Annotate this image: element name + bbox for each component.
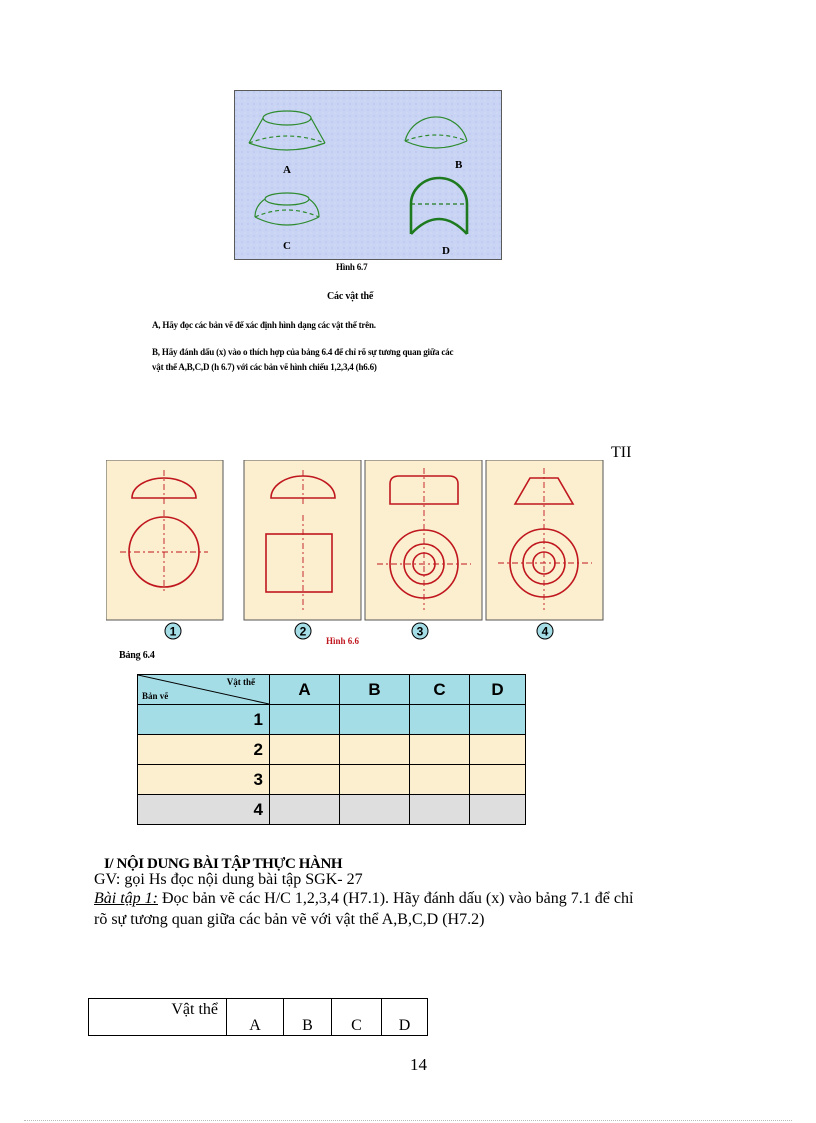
gv-line: GV: gọi Hs đọc nội dung bài tập SGK- 27 — [94, 871, 363, 888]
table-7-1-header: Vật thể — [89, 999, 227, 1036]
cell-1-c[interactable] — [410, 705, 470, 735]
number-4: 4 — [541, 624, 549, 639]
table-7-1 — [88, 998, 428, 1036]
exercise-text: Đọc bản vẽ các H/C 1,2,3,4 (H7.1). Hãy đánh dấu (x) vào bảng 7.1 để chỉ — [158, 890, 634, 907]
cell-2-d[interactable] — [470, 735, 526, 765]
label-c: C — [283, 240, 291, 252]
row-label-3: 3 — [138, 765, 270, 795]
table-row — [138, 735, 526, 765]
figure-6-7-caption: Hình 6.7 — [336, 262, 368, 272]
cell-2-b[interactable] — [340, 735, 410, 765]
exercise-paragraph — [94, 890, 744, 908]
view-panel-4 — [486, 460, 603, 620]
table-7-1-col-d: D — [382, 999, 428, 1036]
number-1: 1 — [169, 624, 177, 639]
table-7-1-col-a: A — [227, 999, 284, 1036]
cell-4-c[interactable] — [410, 795, 470, 825]
table-7-1-col-b: B — [284, 999, 332, 1036]
cell-4-d[interactable] — [470, 795, 526, 825]
page-footer-divider — [24, 1120, 792, 1121]
table-row — [138, 765, 526, 795]
number-3: 3 — [416, 624, 424, 639]
cell-1-b[interactable] — [340, 705, 410, 735]
column-header-c: C — [410, 675, 470, 705]
corner-top-label: Vật thể — [226, 677, 255, 687]
figure-6-7-subtitle: Các vật thể — [327, 291, 374, 302]
view-panel-3 — [365, 460, 482, 620]
cell-3-b[interactable] — [340, 765, 410, 795]
side-label-tii: TII — [611, 444, 632, 461]
view-panel-1 — [106, 460, 223, 620]
column-header-d: D — [470, 675, 526, 705]
table-row — [138, 705, 526, 735]
figure-6-6-caption: Hình 6.6 — [326, 636, 360, 646]
cell-4-b[interactable] — [340, 795, 410, 825]
number-2: 2 — [299, 624, 307, 639]
cell-4-a[interactable] — [270, 795, 340, 825]
cell-3-d[interactable] — [470, 765, 526, 795]
view-panel-2 — [244, 460, 361, 620]
cell-3-c[interactable] — [410, 765, 470, 795]
cell-1-d[interactable] — [470, 705, 526, 735]
figure-background — [235, 91, 501, 259]
label-d: D — [442, 245, 450, 257]
cell-2-c[interactable] — [410, 735, 470, 765]
row-label-2: 2 — [138, 735, 270, 765]
corner-bottom-label: Bản vẽ — [142, 691, 169, 701]
instruction-b-line2: vật thể A,B,C,D (h 6.7) với các bản vẽ hình chiếu 1,2,3,4 (h6.6) — [152, 362, 377, 372]
cell-2-a[interactable] — [270, 735, 340, 765]
exercise-text-line2: rõ sự tương quan giữa các bản vẽ với vật thể A,B,C,D (H7.2) — [94, 911, 485, 928]
column-header-a: A — [270, 675, 340, 705]
row-label-4: 4 — [138, 795, 270, 825]
exercise-label: Bài tập 1: — [94, 890, 158, 907]
page-number: 14 — [410, 1055, 427, 1074]
instruction-b-line1: B, Hãy đánh dấu (x) vào o thích hợp của bảng 6.4 để chỉ rõ sự tương quan giữa các — [152, 347, 454, 357]
cell-3-a[interactable] — [270, 765, 340, 795]
label-b: B — [455, 159, 463, 171]
instruction-a: A, Hãy đọc các bản vẽ để xác định hình dạng các vật thể trên. — [152, 320, 376, 330]
table-6-4 — [137, 674, 526, 825]
row-label-1: 1 — [138, 705, 270, 735]
figure-6-7 — [234, 90, 502, 260]
table-7-1-col-c: C — [332, 999, 382, 1036]
section-heading: I/ NỘI DUNG BÀI TẬP THỰC HÀNH — [104, 856, 343, 872]
table-6-4-title: Bảng 6.4 — [119, 650, 155, 661]
label-a: A — [283, 164, 291, 176]
figure-6-6 — [106, 460, 606, 646]
table-corner-cell — [138, 675, 270, 705]
cell-1-a[interactable] — [270, 705, 340, 735]
table-row — [138, 795, 526, 825]
column-header-b: B — [340, 675, 410, 705]
